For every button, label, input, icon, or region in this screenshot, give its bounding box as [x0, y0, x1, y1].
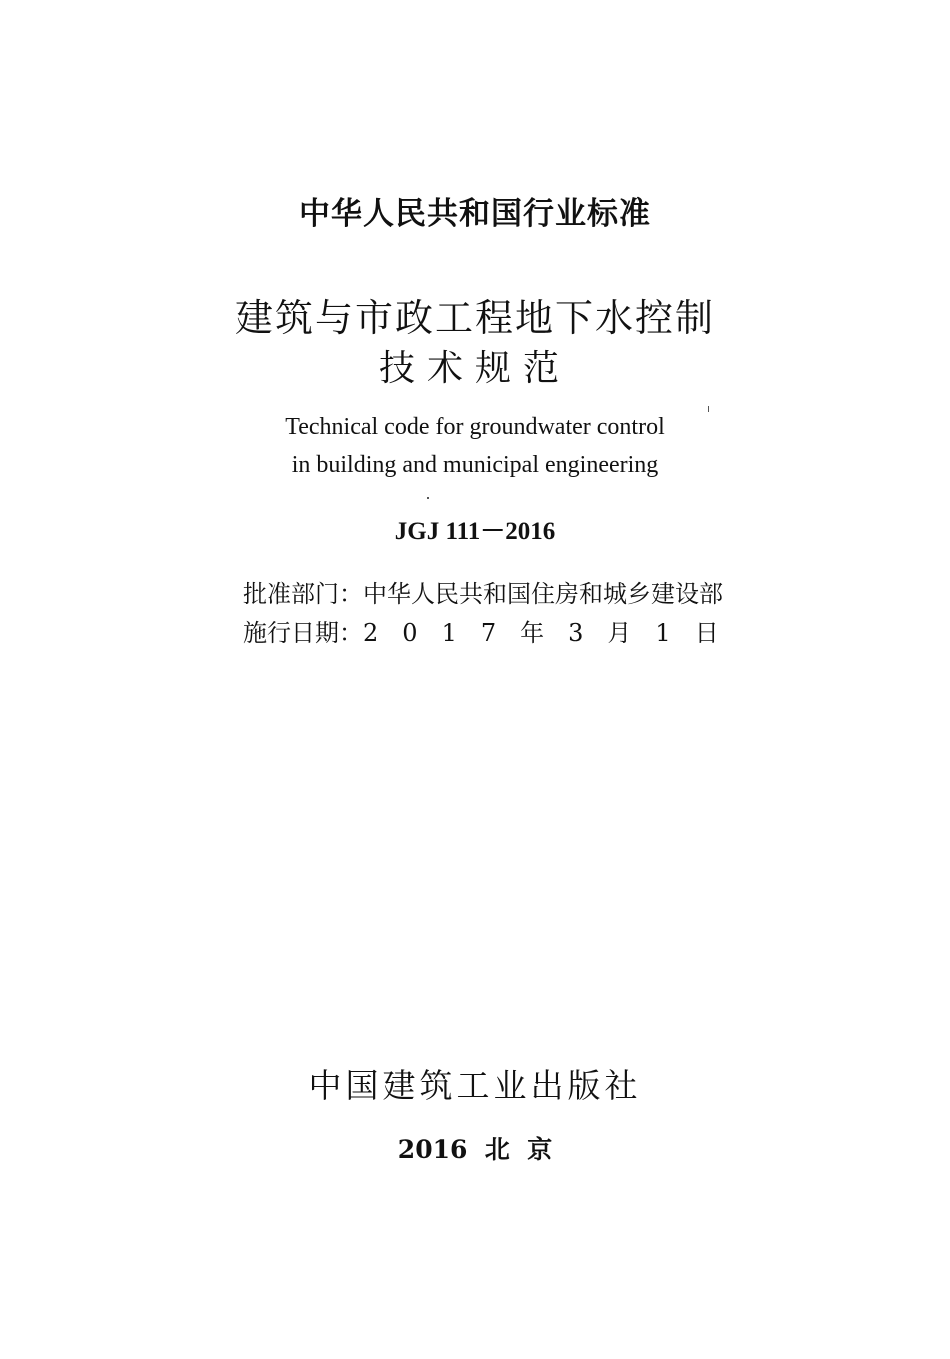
publisher-name: 中国建筑工业出版社	[308, 1066, 642, 1105]
standard-number: JGJ 111－2016	[394, 518, 556, 545]
effective-date-part: 1	[441, 619, 457, 647]
effective-date-part: 3	[568, 619, 584, 647]
scan-speck	[427, 497, 429, 499]
approval-department: 中华人民共和国住房和城乡建设部	[363, 580, 723, 608]
effective-date-line	[243, 613, 719, 648]
effective-date	[363, 613, 719, 648]
effective-date-part: 月	[607, 619, 632, 647]
effective-date-part: 1	[655, 619, 671, 647]
title-english-line2: in building and municipal engineering	[291, 452, 659, 478]
publication-year-place: 2016 北 京	[397, 1135, 553, 1164]
effective-date-part: 日	[694, 619, 719, 647]
standard-type-heading: 中华人民共和国行业标准	[299, 196, 651, 232]
scan-speck	[708, 406, 709, 412]
approval-label: 批准部门：	[243, 580, 363, 608]
approval-line	[243, 574, 723, 609]
title-chinese-line1: 建筑与市政工程地下水控制	[234, 296, 715, 340]
effective-date-part: 0	[402, 619, 418, 647]
title-english-line1: Technical code for groundwater control	[285, 414, 665, 440]
effective-date-part: 年	[520, 619, 545, 647]
effective-date-part: 2	[363, 619, 379, 647]
effective-date-part: 7	[480, 619, 497, 647]
effective-label: 施行日期：	[243, 619, 363, 647]
title-chinese-line2: 技术规范	[378, 348, 571, 389]
